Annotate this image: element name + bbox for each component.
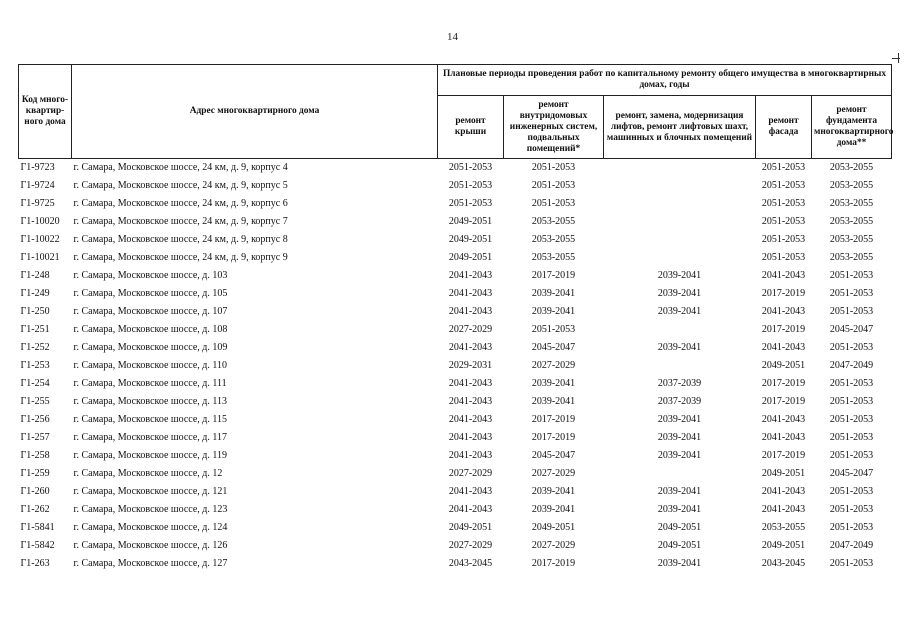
facade-period-cell: 2051-2053	[761, 180, 806, 191]
header-house-code: Код много-квартир-ного дома	[19, 65, 72, 159]
engineering-period-cell: 2053-2055	[531, 252, 576, 263]
elevators-period-cell: 2039-2041	[657, 288, 702, 299]
table-row	[19, 465, 892, 483]
engineering-period-cell: 2051-2053	[531, 180, 576, 191]
roof-period-cell: 2041-2043	[448, 504, 493, 515]
table-row	[19, 429, 892, 447]
engineering-period-cell: 2017-2019	[531, 432, 576, 443]
foundation-period-cell: 2051-2053	[829, 486, 874, 497]
address-cell: г. Самара, Московское шоссе, д. 123	[73, 504, 228, 515]
facade-period-cell: 2017-2019	[761, 378, 806, 389]
table-row	[19, 537, 892, 555]
foundation-period-cell: 2051-2053	[829, 270, 874, 281]
table-row	[19, 303, 892, 321]
facade-period-cell: 2051-2053	[761, 198, 806, 209]
roof-period-cell: 2051-2053	[448, 198, 493, 209]
facade-period-cell: 2041-2043	[761, 504, 806, 515]
house-code-cell: Г1-10021	[20, 252, 60, 263]
address-cell: г. Самара, Московское шоссе, 24 км, д. 9, корпус 6	[73, 198, 288, 209]
engineering-period-cell: 2045-2047	[531, 450, 576, 461]
address-cell: г. Самара, Московское шоссе, д. 113	[73, 396, 228, 407]
engineering-period-cell: 2039-2041	[531, 288, 576, 299]
header-foundation-repair: ремонт фундамента многоквартирного дома**	[812, 96, 892, 159]
table-row	[19, 519, 892, 537]
table-row	[19, 447, 892, 465]
foundation-period-cell: 2053-2055	[829, 252, 874, 263]
address-cell: г. Самара, Московское шоссе, д. 110	[73, 360, 228, 371]
house-code-cell: Г1-250	[20, 306, 50, 317]
table-row	[19, 483, 892, 501]
foundation-period-cell: 2051-2053	[829, 306, 874, 317]
facade-period-cell: 2041-2043	[761, 432, 806, 443]
roof-period-cell: 2041-2043	[448, 306, 493, 317]
house-code-cell: Г1-262	[20, 504, 50, 515]
house-code-cell: Г1-255	[20, 396, 50, 407]
facade-period-cell: 2049-2051	[761, 540, 806, 551]
engineering-period-cell: 2017-2019	[531, 558, 576, 569]
foundation-period-cell: 2051-2053	[829, 288, 874, 299]
house-code-cell: Г1-9723	[20, 162, 55, 173]
header-planned-periods: Плановые периоды проведения работ по капитальному ремонту общего имущества в многоквартирных домах, годы	[438, 65, 892, 96]
foundation-period-cell: 2047-2049	[829, 540, 874, 551]
edge-mark-vertical	[898, 53, 899, 63]
table-row	[19, 267, 892, 285]
elevators-period-cell: 2037-2039	[657, 378, 702, 389]
address-cell: г. Самара, Московское шоссе, д. 107	[73, 306, 228, 317]
roof-period-cell: 2029-2031	[448, 360, 493, 371]
foundation-period-cell: 2053-2055	[829, 234, 874, 245]
facade-period-cell: 2049-2051	[761, 468, 806, 479]
facade-period-cell: 2041-2043	[761, 414, 806, 425]
table-row	[19, 501, 892, 519]
elevators-period-cell	[604, 249, 756, 267]
roof-period-cell: 2041-2043	[448, 378, 493, 389]
address-cell: г. Самара, Московское шоссе, 24 км, д. 9, корпус 9	[73, 252, 288, 263]
house-code-cell: Г1-10022	[20, 234, 60, 245]
engineering-period-cell: 2051-2053	[531, 324, 576, 335]
address-cell: г. Самара, Московское шоссе, 24 км, д. 9, корпус 7	[73, 216, 288, 227]
capital-repair-schedule-table	[18, 64, 892, 573]
address-cell: г. Самара, Московское шоссе, д. 103	[73, 270, 228, 281]
address-cell: г. Самара, Московское шоссе, 24 км, д. 9, корпус 8	[73, 234, 288, 245]
table-row	[19, 411, 892, 429]
foundation-period-cell: 2051-2053	[829, 522, 874, 533]
foundation-period-cell: 2053-2055	[829, 180, 874, 191]
roof-period-cell: 2041-2043	[448, 414, 493, 425]
engineering-period-cell: 2027-2029	[531, 360, 576, 371]
engineering-period-cell: 2039-2041	[531, 486, 576, 497]
house-code-cell: Г1-256	[20, 414, 50, 425]
elevators-period-cell	[604, 357, 756, 375]
facade-period-cell: 2017-2019	[761, 396, 806, 407]
roof-period-cell: 2043-2045	[448, 558, 493, 569]
house-code-cell: Г1-263	[20, 558, 50, 569]
facade-period-cell: 2041-2043	[761, 306, 806, 317]
address-cell: г. Самара, Московское шоссе, д. 127	[73, 558, 228, 569]
facade-period-cell: 2043-2045	[761, 558, 806, 569]
house-code-cell: Г1-249	[20, 288, 50, 299]
address-cell: г. Самара, Московское шоссе, д. 105	[73, 288, 228, 299]
roof-period-cell: 2041-2043	[448, 432, 493, 443]
facade-period-cell: 2041-2043	[761, 486, 806, 497]
elevators-period-cell: 2039-2041	[657, 270, 702, 281]
elevators-period-cell	[604, 321, 756, 339]
facade-period-cell: 2053-2055	[761, 522, 806, 533]
house-code-cell: Г1-248	[20, 270, 50, 281]
elevators-period-cell: 2039-2041	[657, 342, 702, 353]
header-address: Адрес многоквартирного дома	[72, 65, 438, 159]
facade-period-cell: 2051-2053	[761, 162, 806, 173]
roof-period-cell: 2049-2051	[448, 234, 493, 245]
elevators-period-cell: 2039-2041	[657, 450, 702, 461]
table-row	[19, 231, 892, 249]
foundation-period-cell: 2051-2053	[829, 432, 874, 443]
facade-period-cell: 2041-2043	[761, 342, 806, 353]
elevators-period-cell	[604, 159, 756, 178]
facade-period-cell: 2017-2019	[761, 288, 806, 299]
engineering-period-cell: 2049-2051	[531, 522, 576, 533]
engineering-period-cell: 2039-2041	[531, 396, 576, 407]
table-header	[19, 65, 892, 159]
roof-period-cell: 2041-2043	[448, 288, 493, 299]
foundation-period-cell: 2051-2053	[829, 378, 874, 389]
engineering-period-cell: 2051-2053	[531, 162, 576, 173]
table-row	[19, 375, 892, 393]
engineering-period-cell: 2017-2019	[531, 270, 576, 281]
elevators-period-cell	[604, 231, 756, 249]
table-body	[19, 159, 892, 574]
header-elevators-repair: ремонт, замена, модернизация лифтов, ремонт лифтовых шахт, машинных и блочных помещений	[604, 96, 756, 159]
engineering-period-cell: 2039-2041	[531, 306, 576, 317]
elevators-period-cell: 2039-2041	[657, 486, 702, 497]
facade-period-cell: 2017-2019	[761, 450, 806, 461]
elevators-period-cell: 2037-2039	[657, 396, 702, 407]
house-code-cell: Г1-10020	[20, 216, 60, 227]
foundation-period-cell: 2051-2053	[829, 342, 874, 353]
address-cell: г. Самара, Московское шоссе, д. 121	[73, 486, 228, 497]
house-code-cell: Г1-253	[20, 360, 50, 371]
address-cell: г. Самара, Московское шоссе, д. 119	[73, 450, 228, 461]
foundation-period-cell: 2053-2055	[829, 216, 874, 227]
elevators-period-cell: 2039-2041	[657, 432, 702, 443]
engineering-period-cell: 2051-2053	[531, 198, 576, 209]
house-code-cell: Г1-252	[20, 342, 50, 353]
address-cell: г. Самара, Московское шоссе, д. 108	[73, 324, 228, 335]
house-code-cell: Г1-9724	[20, 180, 55, 191]
header-facade-repair: ремонт фасада	[756, 96, 812, 159]
elevators-period-cell: 2049-2051	[657, 540, 702, 551]
facade-period-cell: 2041-2043	[761, 270, 806, 281]
elevators-period-cell: 2039-2041	[657, 414, 702, 425]
facade-period-cell: 2051-2053	[761, 216, 806, 227]
roof-period-cell: 2051-2053	[448, 162, 493, 173]
elevators-period-cell: 2039-2041	[657, 306, 702, 317]
address-cell: г. Самара, Московское шоссе, д. 124	[73, 522, 228, 533]
table-row	[19, 321, 892, 339]
foundation-period-cell: 2051-2053	[829, 450, 874, 461]
address-cell: г. Самара, Московское шоссе, д. 126	[73, 540, 228, 551]
elevators-period-cell: 2039-2041	[657, 504, 702, 515]
elevators-period-cell	[604, 213, 756, 231]
house-code-cell: Г1-257	[20, 432, 50, 443]
roof-period-cell: 2049-2051	[448, 522, 493, 533]
house-code-cell: Г1-251	[20, 324, 50, 335]
roof-period-cell: 2041-2043	[448, 396, 493, 407]
table-row	[19, 249, 892, 267]
elevators-period-cell	[604, 177, 756, 195]
foundation-period-cell: 2051-2053	[829, 414, 874, 425]
foundation-period-cell: 2053-2055	[829, 198, 874, 209]
header-engineering-systems-repair: ремонт внутридомовых инженерных систем, подвальных помещений*	[504, 96, 604, 159]
table-row	[19, 195, 892, 213]
house-code-cell: Г1-5841	[20, 522, 55, 533]
roof-period-cell: 2027-2029	[448, 324, 493, 335]
header-roof-repair: ремонт крыши	[438, 96, 504, 159]
facade-period-cell: 2051-2053	[761, 234, 806, 245]
elevators-period-cell	[604, 195, 756, 213]
address-cell: г. Самара, Московское шоссе, д. 115	[73, 414, 228, 425]
roof-period-cell: 2041-2043	[448, 486, 493, 497]
engineering-period-cell: 2027-2029	[531, 540, 576, 551]
foundation-period-cell: 2051-2053	[829, 504, 874, 515]
address-cell: г. Самара, Московское шоссе, 24 км, д. 9, корпус 4	[73, 162, 288, 173]
facade-period-cell: 2051-2053	[761, 252, 806, 263]
house-code-cell: Г1-260	[20, 486, 50, 497]
table-row	[19, 159, 892, 178]
house-code-cell: Г1-9725	[20, 198, 55, 209]
table-row	[19, 555, 892, 573]
table-row	[19, 339, 892, 357]
house-code-cell: Г1-258	[20, 450, 50, 461]
elevators-period-cell: 2039-2041	[657, 558, 702, 569]
engineering-period-cell: 2017-2019	[531, 414, 576, 425]
address-cell: г. Самара, Московское шоссе, д. 109	[73, 342, 228, 353]
foundation-period-cell: 2051-2053	[829, 396, 874, 407]
page-number: 14	[447, 31, 458, 43]
table-row	[19, 357, 892, 375]
engineering-period-cell: 2027-2029	[531, 468, 576, 479]
engineering-period-cell: 2045-2047	[531, 342, 576, 353]
roof-period-cell: 2041-2043	[448, 450, 493, 461]
address-cell: г. Самара, Московское шоссе, д. 111	[73, 378, 227, 389]
roof-period-cell: 2049-2051	[448, 252, 493, 263]
house-code-cell: Г1-259	[20, 468, 50, 479]
elevators-period-cell: 2049-2051	[657, 522, 702, 533]
engineering-period-cell: 2039-2041	[531, 504, 576, 515]
roof-period-cell: 2041-2043	[448, 342, 493, 353]
table-row	[19, 177, 892, 195]
foundation-period-cell: 2051-2053	[829, 558, 874, 569]
elevators-period-cell	[604, 465, 756, 483]
foundation-period-cell: 2045-2047	[829, 468, 874, 479]
address-cell: г. Самара, Московское шоссе, д. 12	[73, 468, 223, 479]
roof-period-cell: 2051-2053	[448, 180, 493, 191]
table-row	[19, 213, 892, 231]
table-row	[19, 393, 892, 411]
table-row	[19, 285, 892, 303]
roof-period-cell: 2041-2043	[448, 270, 493, 281]
engineering-period-cell: 2053-2055	[531, 216, 576, 227]
foundation-period-cell: 2047-2049	[829, 360, 874, 371]
facade-period-cell: 2049-2051	[761, 360, 806, 371]
facade-period-cell: 2017-2019	[761, 324, 806, 335]
address-cell: г. Самара, Московское шоссе, д. 117	[73, 432, 228, 443]
foundation-period-cell: 2045-2047	[829, 324, 874, 335]
roof-period-cell: 2027-2029	[448, 540, 493, 551]
engineering-period-cell: 2039-2041	[531, 378, 576, 389]
engineering-period-cell: 2053-2055	[531, 234, 576, 245]
house-code-cell: Г1-5842	[20, 540, 55, 551]
address-cell: г. Самара, Московское шоссе, 24 км, д. 9, корпус 5	[73, 180, 288, 191]
house-code-cell: Г1-254	[20, 378, 50, 389]
roof-period-cell: 2027-2029	[448, 468, 493, 479]
roof-period-cell: 2049-2051	[448, 216, 493, 227]
foundation-period-cell: 2053-2055	[829, 162, 874, 173]
